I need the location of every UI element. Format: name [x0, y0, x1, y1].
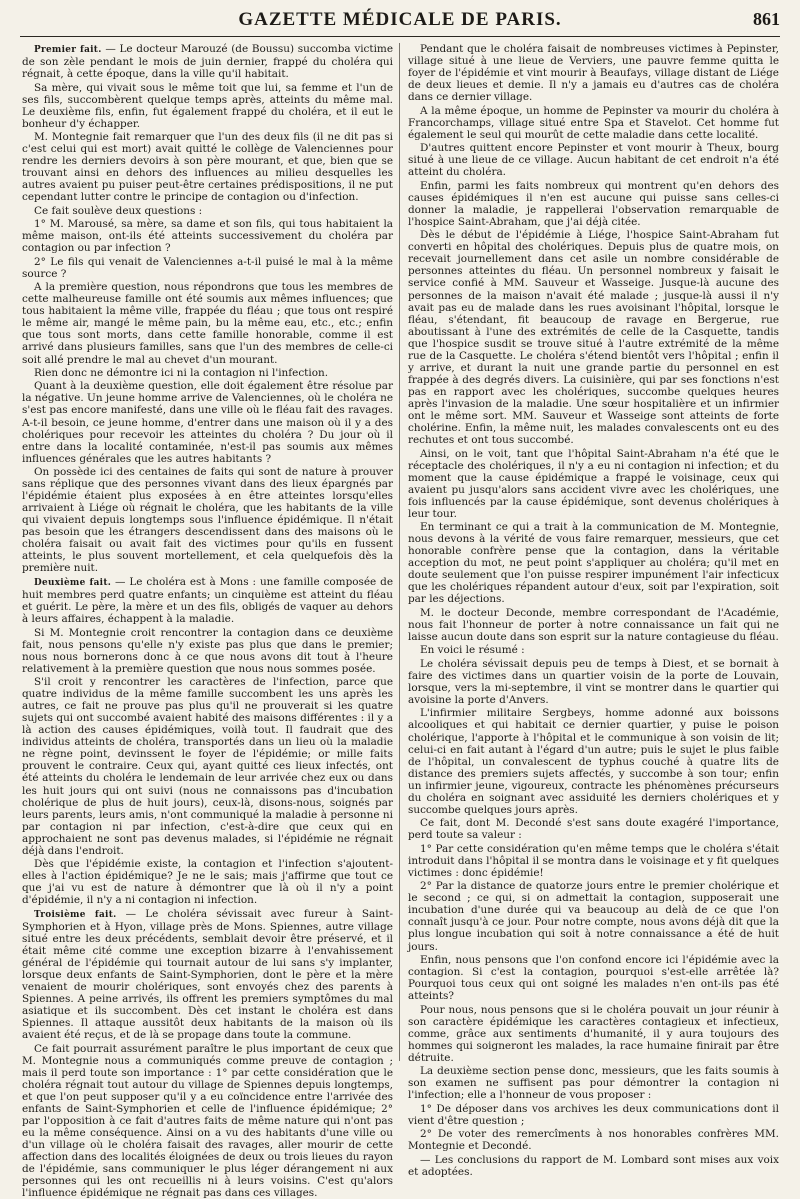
- paragraph: [408, 1128, 779, 1152]
- paragraph: [408, 843, 779, 879]
- paragraph: [22, 218, 393, 254]
- page-header: [20, 5, 780, 35]
- paragraph-text: — Le choléra est à Mons : une famille composée de huit membres perd quatre enfants; un cinquième est atteint du fléau et guérit. Le père, la mère et un des fils, obligés de vaquer au dehors à leurs affaires, échappent à la maladie.: [22, 575, 393, 626]
- paragraph-text: S'il croit y rencontrer les caractères de l'infection, parce que quatre individus de la même famille succombent les uns après les autres, ce fait ne prouve pas plus qu'il ne prouverait si les quatre sujets qui ont succombé avaient habité des maisons différentes : il y a là action des causes épidémiques, voilà tout. Il faudrait que des individus atteints de choléra, transportés dans un lieu où la maladie ne règne point, devinssent le foyer de l'épidémie; or mille faits prouvent le contraire. Ceux qui, ayant quitté ces lieux infectés, ont été atteints du choléra le lendemain de leur arrivée chez eux ou dans les huit jours qui ont suivi (nous ne connaissons pas d'incubation cholérique de plus de huit jours), ceux-là, disons-nous, soignés par leurs parents, leurs amis, n'ont communiqué la maladie à personne ni par contagion ni par infection, c'est-à-dire que ceux qui en approchaient ne sont pas devenus malades, si l'épidémie ne régnait déjà dans l'endroit.: [22, 676, 393, 857]
- paragraph-text: Ce fait pourrait assurément paraître le plus important de ceux que M. Montegnie nous a communiqués comme preuve de contagion ; mais il perd toute son importance : 1° par cette considération que le choléra régnait tout autour du village de Spiennes depuis longtemps, et que l'on peut supposer qu'il y a eu coïncidence entre l'arrivée des enfants de Saint-Symphorien et celle de l'influence épidémique; 2° par l'opposition à ce fait d'autres faits de même nature qui n'ont pas eu la même conséquence. Ainsi on a vu des habitants d'une ville ou d'un village où le choléra faisait des ravages, aller mourir de cette affection dans des localités éloignées de deux ou trois lieues du rayon de l'épidémie, sans communiquer le plus léger dérangement ni aux personnes qui les ont recueillis ni à leurs voisins. C'est qu'alors l'influence épidémique ne régnait pas dans ces villages.: [22, 1042, 393, 1199]
- paragraph: [22, 367, 393, 379]
- paragraph-text: 2° Par la distance de quatorze jours entre le premier cholérique et le second ; ce qui, si on admettait la contagion, supposerait une incubation d'une durée qui va beaucoup au delà de ce que l'on connaît jusqu'à ce jour. Pour notre compte, nous avons déjà dit que la plus longue incubation qui soit à notre connaissance a été de huit jours.: [408, 880, 779, 953]
- paragraph-text: 1° De déposer dans vos archives les deux communications dont il vient d'être question ;: [408, 1102, 779, 1127]
- paragraph: [408, 180, 779, 228]
- paragraph: [408, 1065, 779, 1101]
- paragraph-text: Ce fait soulève deux questions :: [34, 204, 203, 217]
- paragraph: [22, 82, 393, 130]
- paragraph-text: A la même époque, un homme de Pepinster va mourir du choléra à Francorchamps, village situé entre Spa et Stavelot. Cet homme fut également le seul qui mourût de cette maladie dans cette localité.: [408, 104, 779, 141]
- paragraph-lead: Deuxième fait.: [34, 577, 112, 588]
- paragraph-text: Ainsi, on le voit, tant que l'hôpital Saint-Abraham n'a été que le réceptacle des cholériques, il n'y a eu ni contagion ni infection; et du moment que la cause épidémique a frappé le voisinage, ceux qui avaient pu jusqu'alors sans accident vivre avec les cholériques, une fois influencés par la cause épidémique, sont devenus cholériques à leur tour.: [408, 447, 779, 520]
- header-rule: [20, 36, 780, 37]
- paragraph: [22, 858, 393, 906]
- paragraph-text: En voici le résumé :: [420, 644, 525, 657]
- paragraph-text: A la première question, nous répondrons que tous les membres de cette malheureuse famille ont été soumis aux mêmes influences; que tous habitaient la même ville, frappée du fléau ; que tous ont respiré le même air, mangé le même pain, bu la même eau, etc., etc.; enfin que tous sont morts, dans cette famille honorable, comme il est arrivé dans plusieurs familles, sans que l'un des membres de celle-ci soit allé prendre le mal au chevet d'un mourant.: [22, 281, 393, 366]
- paragraph: [22, 1043, 393, 1199]
- paragraph-text: — Le choléra sévissait avec fureur à Saint-Symphorien et à Hyon, village près de Mons. Spiennes, autre village situé entre les deux précédents, semblait devoir être préservé, et il était même cité comme une exception bizarre à l'envahissement général de l'épidémie qui tournait autour de lui sans s'y implanter, lorsque deux enfants de Saint-Symphorien, dont le père et la mère venaient de mourir cholériques, sont envoyés chez des parents à Spiennes. A peine arrivés, ils offrent les premiers symptômes du mal asiatique et ils succombent. Dès cet instant le choléra est dans Spiennes. Il attaque aussitôt deux habitants de la maison où ils avaient été reçus, et de là se propage dans toute la commune.: [22, 907, 393, 1042]
- page-number: 861: [753, 9, 780, 29]
- column-divider: [399, 43, 400, 1061]
- paragraph: [408, 1103, 779, 1127]
- paragraph-text: Dès le début de l'épidémie à Liége, l'hospice Saint-Abraham fut converti en hôpital des cholériques. Depuis plus de quatre mois, on recevait journellement dans cet asile un nombre considérable de personnes atteintes du fléau. Un personnel nombreux y faisait le service confié à MM. Sauveur et Wasseige. Jusque-là aucune des personnes de la maison n'avait été malade ; jusque-là aussi il n'y avait pas eu de malade dans les rues avoisinant l'hôpital, lorsque le fléau, s'étendant, fit beaucoup de ravage en Bergerue, rue aboutissant à l'une des extrémités de celle de la Casquette, tandis que l'hospice susdit se trouve situé à l'autre extrémité de la même rue de la Casquette. Le choléra s'étend bientôt vers l'hôpital ; enfin il y arrive, et durant la nuit une grande partie du personnel en est frappée à des degrés divers. La cuisinière, qui par ses fonctions n'est pas en rapport avec les cholériques, succombe quelques heures après l'invasion de la maladie. Une sœur hospitalière et un infirmier ont le même sort. MM. Sauveur et Wasseige sont atteints de forte cholérine. Enfin, la même nuit, les malades convalescents ont eu des rechutes et ont tous succombé.: [408, 229, 779, 447]
- paragraph: [408, 1154, 779, 1178]
- paragraph-text: — Le docteur Marouzé (de Boussu) succomba victime de son zèle pendant le mois de juin dernier, frappé du choléra qui régnait, à cette époque, dans la ville qu'il habitait.: [22, 43, 394, 81]
- paragraph-text: L'infirmier militaire Sergbeys, homme adonné aux boissons alcooliques et qui habitait ce dernier quartier, y puise le poison cholérique, l'apporte à l'hôpital et le communique à son voisin de lit; celui-ci en fait autant à l'égard d'un autre; puis le sujet le plus faible de l'hôpital, un convalescent de typhus couché à quatre lits de distance des premiers sujets affectés, y succombe à son tour; enfin un infirmier jeune, vigoureux, contracte les phénomènes précurseurs du choléra en soignant avec assiduité les derniers cholériques et y succombe quelques jours après.: [408, 707, 779, 816]
- paragraph: [22, 908, 393, 1042]
- paragraph: [22, 466, 393, 574]
- paragraph-text: Quant à la deuxième question, elle doit également être résolue par la négative. Un jeune homme arrive de Valenciennes, où le choléra ne s'est pas encore manifesté, dans une ville où le fléau fait des ravages. A-t-il besoin, ce jeune homme, d'entrer dans une maison où il y a des cholériques pour recevoir les atteintes du choléra ? Du jour où il entre dans la localité contaminée, n'est-il pas soumis aux mêmes influences générales que les autres habitants ?: [22, 380, 393, 465]
- paragraph-text: Le choléra sévissait depuis peu de temps à Diest, et se bornait à faire des victimes dans un quartier voisin de la porte de Louvain, lorsque, vers la mi-septembre, il vint se montrer dans le quartier qui avoisine la porte d'Anvers.: [408, 657, 779, 706]
- paragraph-text: M. le docteur Deconde, membre correspondant de l'Académie, nous fait l'honneur de porter à notre connaissance un fait qui ne laisse aucun doute dans son esprit sur la nature contagieuse du fléau.: [408, 606, 779, 643]
- paragraph: [408, 880, 779, 952]
- paragraph: [408, 607, 779, 643]
- paragraph: [408, 142, 779, 178]
- paragraph-text: 2° De voter des remercîments à nos honorables confrères MM. Montegnie et Decondé.: [408, 1128, 779, 1153]
- paragraph: [408, 954, 779, 1002]
- paragraph-text: Pour nous, nous pensons que si le choléra pouvait un jour réunir à son caractère épidémique les caractères contagieux et infectieux, comme, grâce aux sentiments d'humanité, il y aura toujours des hommes qui soigneront les malades, la race humaine finirait par être détruite.: [408, 1003, 779, 1064]
- paragraph-text: En terminant ce qui a trait à la communication de M. Montegnie, nous devons à la vérité de vous faire remarquer, messieurs, que cet honorable confrère pense que la contagion, dans la véritable acception du mot, ne peut point s'appliquer au choléra; qu'il met en doute seulement que l'on puisse respirer impunément l'air infecticux que les cholériques répandent autour d'eux, soit par l'expiration, soit par les déjections.: [408, 521, 779, 606]
- paragraph: [408, 448, 779, 520]
- paragraph: [22, 131, 393, 203]
- paragraph: [22, 281, 393, 365]
- paragraph-text: Pendant que le choléra faisait de nombreuses victimes à Pepinster, village situé à une lieue de Verviers, une pauvre femme quitta le foyer de l'épidémie et vint mourir à Beaufays, village distant de Liége de deux lieues et demie. Il n'y a jamais eu d'autres cas de choléra dans ce dernier village.: [408, 43, 779, 104]
- left-column: [22, 43, 394, 1199]
- paragraph-text: — Les conclusions du rapport de M. Lombard sont mises aux voix et adoptées.: [408, 1153, 779, 1178]
- paragraph-text: Dès que l'épidémie existe, la contagion et l'infection s'ajoutent-elles à l'action épidémique? Je ne le sais; mais j'affirme que tout ce que j'ai vu est de nature à démontrer que là où il n'y a point d'épidémie, il n'y a ni contagion ni infection.: [22, 858, 393, 907]
- paragraph-text: 1° Par cette considération qu'en même temps que le choléra s'était introduit dans l'hôpital il se montra dans le voisinage et y fit quelques victimes : donc épidémie!: [408, 842, 779, 879]
- paragraph-text: D'autres quittent encore Pepinster et vont mourir à Theux, bourg situé à une lieue de ce village. Aucun habitant de cet endroit n'a été atteint du choléra.: [408, 142, 779, 179]
- paragraph: [408, 105, 779, 141]
- paragraph-text: Sa mère, qui vivait sous le même toit que lui, sa femme et l'un de ses fils, succombèrent quelque temps après, atteints du même mal. Le deuxième fils, enfin, fut également frappé du choléra, et il eut le bonheur d'y échapper.: [22, 81, 393, 130]
- paragraph-text: La deuxième section pense donc, messieurs, que les faits soumis à son examen ne suffisent pas pour démontrer la contagion ni l'infection; elle a l'honneur de vous proposer :: [408, 1065, 779, 1102]
- paragraph-text: Ce fait, dont M. Decondé s'est sans doute exagéré l'importance, perd toute sa valeur :: [408, 817, 779, 842]
- journal-title: GAZETTE MÉDICALE DE PARIS.: [238, 9, 562, 30]
- paragraph: [22, 205, 393, 217]
- paragraph: [408, 658, 779, 706]
- right-column: [408, 43, 779, 1178]
- paragraph-text: Enfin, parmi les faits nombreux qui montrent qu'en dehors des causes épidémiques il n'en est aucune qui puisse sans celles-ci donner la maladie, je rappellerai l'observation remarquable de l'hospice Saint-Abraham, que j'ai déjà citée.: [408, 179, 779, 228]
- paragraph: [22, 380, 393, 464]
- paragraph: [408, 644, 779, 656]
- paragraph: [408, 229, 779, 446]
- paragraph: [408, 1004, 779, 1064]
- paragraph: [22, 576, 393, 625]
- paragraph: [22, 256, 393, 280]
- paragraph-text: 1° M. Marousé, sa mère, sa dame et son fils, qui tous habitaient la même maison, ont-ils été atteints successivement du choléra par contagion ou par infection ?: [22, 218, 393, 255]
- paragraph: [408, 707, 779, 815]
- paragraph: [22, 627, 393, 675]
- paragraph: [22, 43, 393, 80]
- paragraph: [22, 676, 393, 857]
- paragraph-text: Enfin, nous pensons que l'on confond encore ici l'épidémie avec la contagion. Si c'est la contagion, pourquoi s'est-elle arrêtée là? Pourquoi tous ceux qui ont soigné les malades n'en ont-ils pas été atteints?: [408, 953, 779, 1003]
- paragraph: [408, 43, 779, 103]
- paragraph-text: Rien donc ne démontre ici ni la contagion ni l'infection.: [34, 366, 329, 379]
- paragraph-text: M. Montegnie fait remarquer que l'un des deux fils (il ne dit pas si c'est celui qui est mort) avait quitté le collège de Valenciennes pour rendre les derniers devoirs à son père mourant, et que, bien que se trouvant ainsi en dehors des influences au milieu desquelles les autres avaient pu puiser peut-être certaines prédispositions, il ne put cependant lutter contre le principe de contagion ou d'infection.: [22, 131, 393, 204]
- paragraph-lead: Premier fait.: [34, 45, 102, 55]
- paragraph-text: On possède ici des centaines de faits qui sont de nature à prouver sans réplique que des personnes vivant dans des lieux épargnés par l'épidémie étaient plus exposées à en être atteintes lorsqu'elles arrivaient à Liége où régnait le choléra, que les habitants de la ville qui vivaient depuis longtemps sous l'influence épidémique. Il n'était pas besoin que les étrangers descendissent dans des maisons où le choléra faisait ou avait fait des victimes pour qu'ils en fussent atteints, le plus souvent mortellement, et cela quelquefois dès la première nuit.: [22, 466, 393, 575]
- paragraph: [408, 817, 779, 841]
- paragraph-text: 2° Le fils qui venait de Valenciennes a-t-il puisé le mal à la même source ?: [22, 255, 393, 280]
- paragraph-text: Si M. Montegnie croit rencontrer la contagion dans ce deuxième fait, nous pensons qu'elle n'y existe pas plus que dans le premier; nous nous bornerons donc à ce que nous avons dit tout à l'heure relativement à la première question que nous nous sommes posée.: [22, 626, 393, 675]
- paragraph-lead: Troisième fait.: [34, 909, 117, 920]
- paragraph: [408, 521, 779, 605]
